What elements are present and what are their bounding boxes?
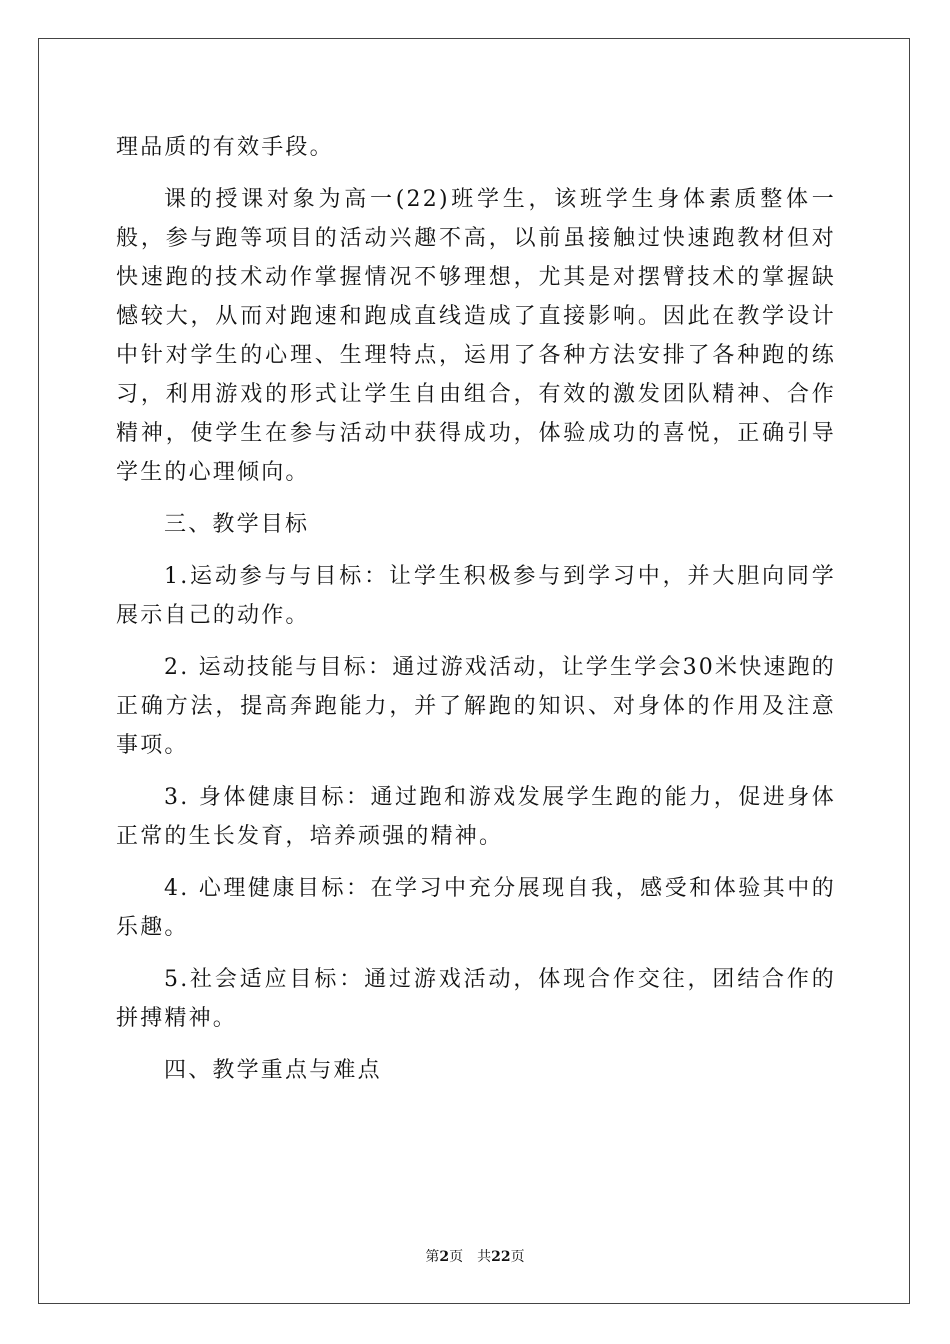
goal-item-physical-health: 3. 身体健康目标：通过跑和游戏发展学生跑的能力，促进身体正常的生长发育，培养顽强的精神。: [116, 785, 836, 849]
page-prefix: 第: [425, 1249, 440, 1265]
document-body: [116, 128, 836, 1090]
goal-item-participation: 1.运动参与与目标：让学生积极参与到学习中，并大胆向同学展示自己的动作。: [116, 564, 836, 628]
section-heading-key-points: 四、教学重点与难点: [164, 1058, 382, 1083]
section-heading-teaching-goals: 三、教学目标: [164, 512, 310, 537]
total-pages: 22: [491, 1249, 511, 1265]
goal-item-motor-skills: 2. 运动技能与目标：通过游戏活动，让学生学会30米快速跑的正确方法，提高奔跑能力，并了解跑的知识、对身体的作用及注意事项。: [116, 655, 836, 758]
page-footer: [0, 1248, 950, 1266]
total-prefix: 共: [477, 1249, 492, 1265]
paragraph-class-description: 课的授课对象为高一(22)班学生，该班学生身体素质整体一般，参与跑等项目的活动兴趣不高，以前虽接触过快速跑教材但对快速跑的技术动作掌握情况不够理想，尤其是对摆臂技术的掌握缺憾较大，从而对跑速和跑成直线造成了直接影响。因此在教学设计中针对学生的心理、生理特点，运用了各种方法安排了各种跑的练习，利用游戏的形式让学生自由组合，有效的激发团队精神、合作精神，使学生在参与活动中获得成功，体验成功的喜悦，正确引导学生的心理倾向。: [116, 187, 836, 485]
paragraph-continuation: 理品质的有效手段。: [116, 135, 334, 160]
goal-item-mental-health: 4. 心理健康目标：在学习中充分展现自我，感受和体验其中的乐趣。: [116, 876, 836, 940]
goal-item-social-adaptation: 5.社会适应目标：通过游戏活动，体现合作交往，团结合作的拼搏精神。: [116, 967, 836, 1031]
page-number: 2: [439, 1249, 450, 1265]
total-suffix: 页: [510, 1249, 525, 1265]
page-suffix: 页: [449, 1249, 464, 1265]
